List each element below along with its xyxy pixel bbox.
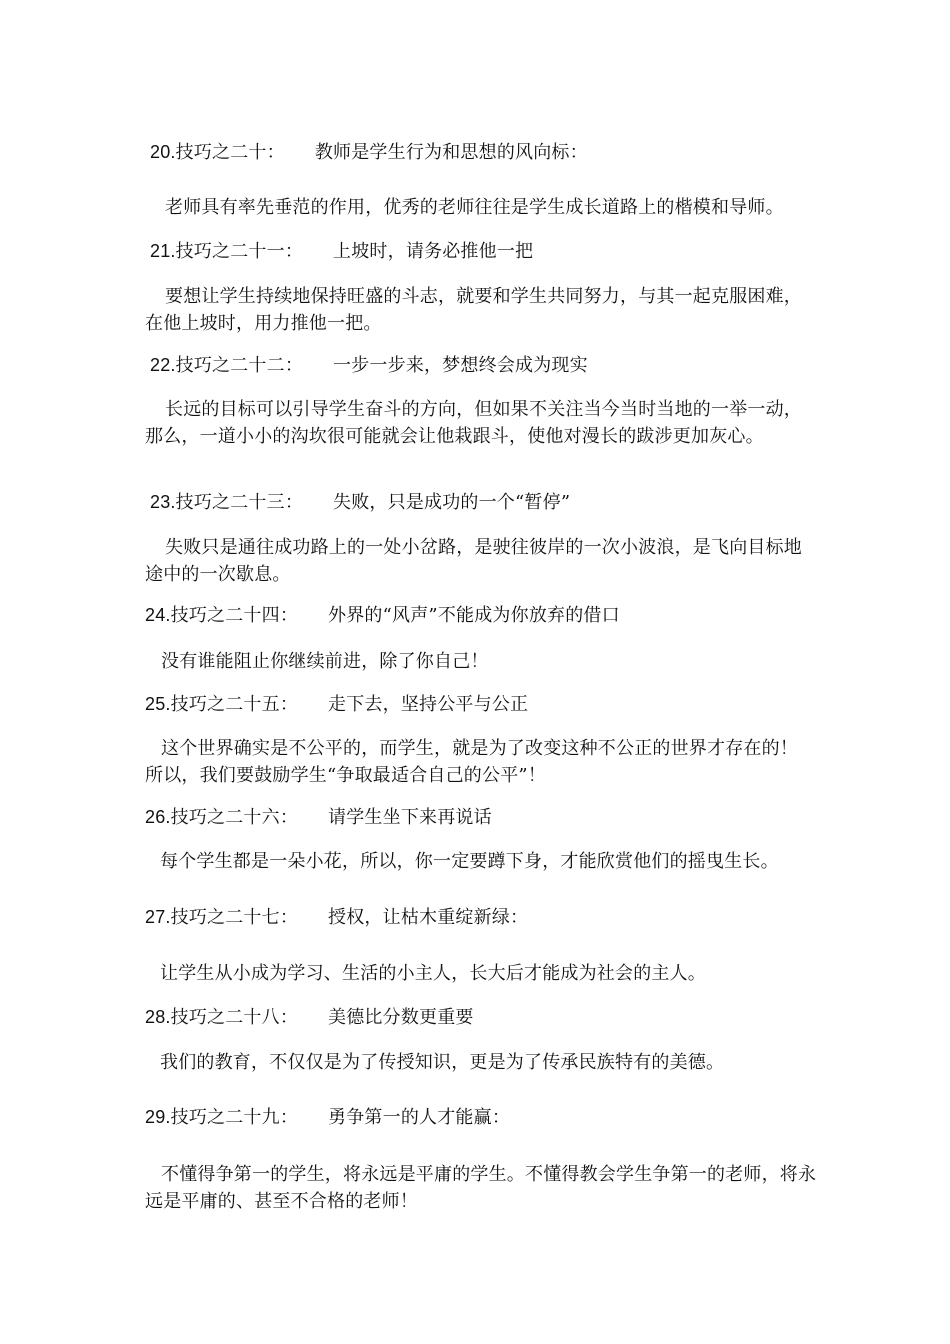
section-label: 技巧之二十四：	[170, 605, 299, 626]
section-body-24: 没有谁能阻止你继续前进，除了你自己！	[161, 651, 489, 672]
section-label: 技巧之二十二：	[175, 355, 304, 376]
section-number: 22.	[150, 355, 176, 375]
section-body-22: 长远的目标可以引导学生奋斗的方向，但如果不关注当今当时当地的一举一动，那么，一道小小的沟坎很可能就会让他栽跟斗，使他对漫长的跋涉更加灰心。	[145, 399, 802, 447]
section-heading-20	[150, 139, 588, 166]
section-heading-25	[145, 691, 528, 718]
section-title: 走下去，坚持公平与公正	[328, 694, 529, 715]
section-heading-23	[150, 489, 570, 516]
section-label: 技巧之二十：	[175, 142, 285, 163]
section-number: 27.	[145, 907, 171, 927]
section-body-28: 我们的教育，不仅仅是为了传授知识，更是为了传承民族特有的美德。	[160, 1052, 725, 1073]
section-number: 20.	[150, 142, 176, 162]
section-heading-24	[145, 602, 620, 629]
section-title: 请学生坐下来再说话	[328, 807, 492, 828]
section-body-29: 不懂得争第一的学生，将永远是平庸的学生。不懂得教会学生争第一的老师，将永远是平庸的、甚至不合格的老师！	[145, 1164, 817, 1212]
section-label: 技巧之二十七：	[170, 907, 299, 928]
section-title: 一步一步来，梦想终会成为现实	[333, 355, 588, 376]
section-label: 技巧之二十一：	[175, 241, 304, 262]
section-number: 23.	[150, 492, 176, 512]
section-label: 技巧之二十五：	[170, 694, 299, 715]
section-title: 上坡时，请务必推他一把	[333, 241, 534, 262]
section-label: 技巧之二十三：	[175, 492, 304, 513]
section-number: 26.	[145, 807, 171, 827]
section-body-26: 每个学生都是一朵小花，所以，你一定要蹲下身，才能欣赏他们的摇曳生长。	[160, 851, 779, 872]
section-title: 授权，让枯木重绽新绿：	[328, 907, 529, 928]
section-title: 失败，只是成功的一个“暂停”	[333, 492, 571, 513]
section-title: 外界的“风声”不能成为你放弃的借口	[328, 605, 620, 626]
section-title: 教师是学生行为和思想的风向标：	[314, 142, 588, 163]
section-heading-26	[145, 804, 492, 831]
section-number: 21.	[150, 241, 176, 261]
section-label: 技巧之二十九：	[170, 1107, 299, 1128]
section-body-25: 这个世界确实是不公平的，而学生，就是为了改变这种不公正的世界才存在的！所以，我们要鼓励学生“争取最适合自己的公平”！	[145, 738, 798, 786]
section-title: 勇争第一的人才能赢：	[328, 1107, 511, 1128]
section-heading-28	[145, 1004, 474, 1031]
section-body-20: 老师具有率先垂范的作用，优秀的老师往往是学生成长道路上的楷模和导师。	[165, 197, 784, 218]
section-label: 技巧之二十六：	[170, 807, 299, 828]
section-heading-22	[150, 352, 588, 379]
section-body-23: 失败只是通往成功路上的一处小岔路，是驶往彼岸的一次小波浪，是飞向目标地途中的一次歇息。	[145, 537, 802, 585]
section-number: 25.	[145, 694, 171, 714]
section-body-21: 要想让学生持续地保持旺盛的斗志，就要和学生共同努力，与其一起克服困难，在他上坡时，用力推他一把。	[145, 286, 802, 334]
section-heading-29	[145, 1104, 510, 1131]
section-title: 美德比分数更重要	[328, 1007, 474, 1028]
section-body-27: 让学生从小成为学习、生活的小主人，长大后才能成为社会的主人。	[160, 963, 706, 984]
section-heading-27	[145, 904, 528, 931]
section-heading-21	[150, 238, 533, 265]
section-label: 技巧之二十八：	[170, 1007, 299, 1028]
section-number: 29.	[145, 1107, 171, 1127]
section-number: 28.	[145, 1007, 171, 1027]
section-number: 24.	[145, 605, 171, 625]
